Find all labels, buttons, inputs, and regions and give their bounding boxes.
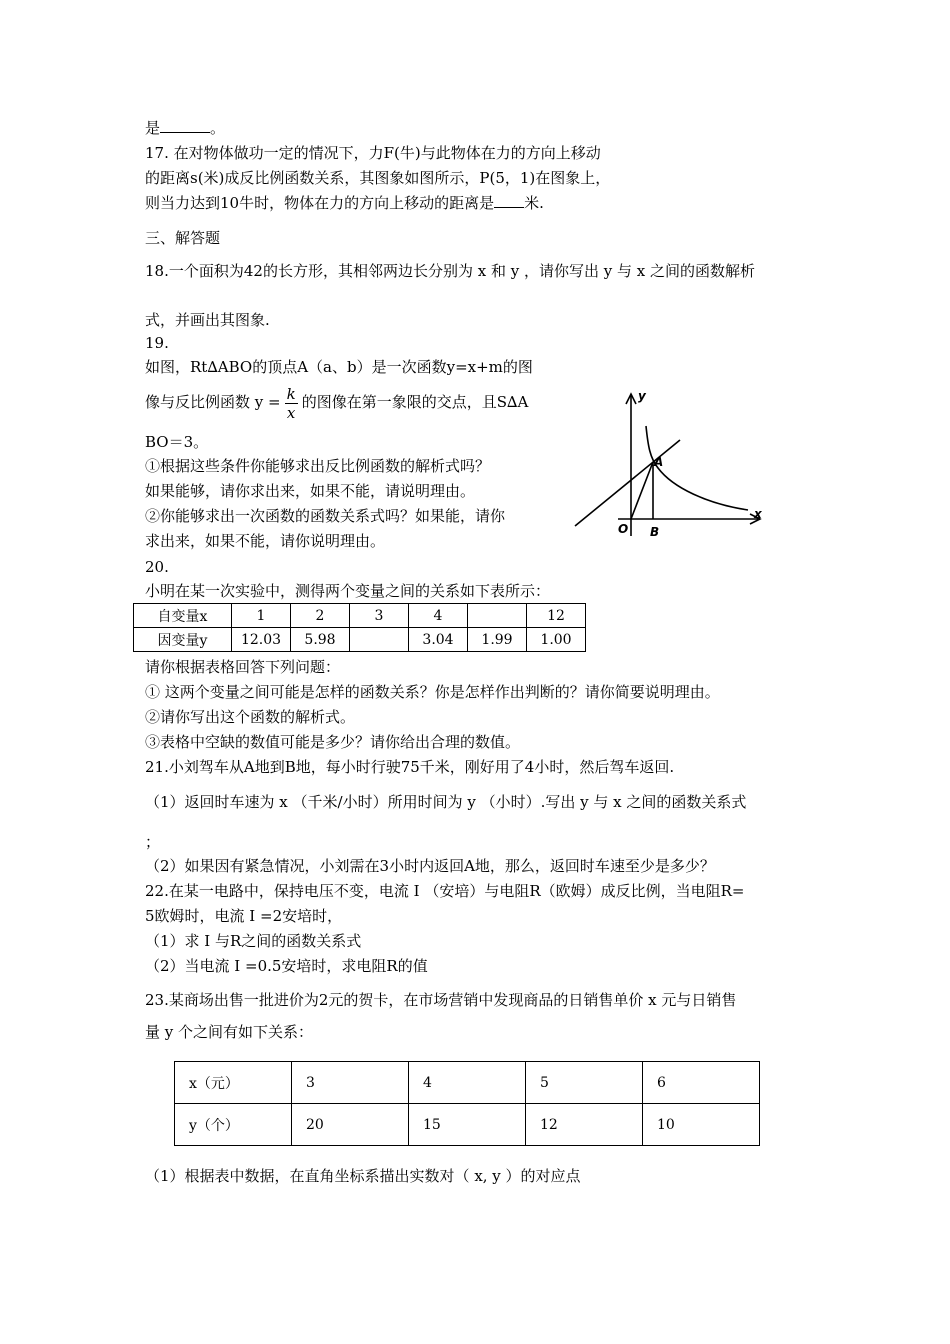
q16-answer-blank: [160, 118, 210, 133]
q19-sub1-a: ①根据这些条件你能够求出反比例函数的解析式吗？: [145, 457, 491, 475]
q19-line2: [145, 382, 528, 422]
table-cell: 自变量x: [134, 604, 232, 628]
origin-label: O: [618, 522, 629, 536]
q19-sub2-b: 求出来，如果不能，请你说明理由。: [145, 532, 386, 550]
q16-prefix: 是: [145, 119, 161, 137]
q22-line1: 22.在某一电路中，保持电压不变，电流 I （安培）与电阻R（欧姆）成反比例，当电阻R=: [145, 882, 745, 900]
q22-sub1: （1）求 I 与R之间的函数关系式: [145, 932, 362, 950]
table-cell: 3: [350, 604, 409, 628]
table-cell: 2: [291, 604, 350, 628]
x-label: x: [754, 507, 762, 521]
table-cell: 5.98: [291, 628, 350, 652]
q21-sub2: （2）如果因有紧急情况，小刘需在3小时内返回A地，那么，返回时车速至少是多少？: [145, 857, 715, 875]
table-cell: 3.04: [409, 628, 468, 652]
q20-prompt: 请你根据表格回答下列问题：: [145, 658, 341, 676]
q19-figure: [568, 386, 768, 546]
q20-sub1: ① 这两个变量之间可能是怎样的函数关系？你是怎样作出判断的？请你简要说明理由。: [145, 683, 720, 701]
q17-line3: [145, 193, 544, 213]
q17-line2: 的距离s(米)成反比例函数关系，其图象如图所示，P(5，1)在图象上，: [145, 169, 611, 187]
q16-suffix: 。: [210, 119, 226, 137]
q17-line3-suffix: 米.: [524, 194, 544, 212]
table-cell: 1.99: [468, 628, 527, 652]
q19-line2-suffix: 的图像在第一象限的交点，且S∆A: [301, 393, 529, 411]
q22-sub2: （2）当电流 I =0.5安培时，求电阻R的值: [145, 957, 428, 975]
q20-number: 20.: [145, 558, 169, 576]
table-cell: 1.00: [527, 628, 586, 652]
q23-sub1: （1）根据表中数据，在直角坐标系描出实数对（ x, y ）的对应点: [145, 1167, 581, 1185]
table-cell: 12: [526, 1104, 643, 1146]
q23-table: [174, 1061, 760, 1146]
table-cell: [350, 628, 409, 652]
table-cell: y（个）: [175, 1104, 292, 1146]
q16-tail: [145, 118, 225, 138]
q19-frac-denominator: x: [286, 403, 296, 422]
q19-line2-prefix: 像与反比例函数 y =: [145, 393, 281, 411]
y-label: y: [638, 389, 646, 403]
q23-line2: 量 y 个之间有如下关系：: [145, 1023, 314, 1041]
table-cell: 15: [409, 1104, 526, 1146]
table-cell: 20: [292, 1104, 409, 1146]
q21-sub1: （1）返回时车速为 x （千米/小时）所用时间为 y （小时）.写出 y 与 x 之间的函数关系式: [145, 793, 747, 811]
point-a-label: A: [654, 455, 664, 469]
q21-line1: 21.小刘驾车从A地到B地，每小时行驶75千米，刚好用了4小时，然后驾车返回.: [145, 758, 675, 776]
q17-line1: 17. 在对物体做功一定的情况下，力F(牛)与此物体在力的方向上移动: [145, 144, 601, 162]
table-cell: x（元）: [175, 1062, 292, 1104]
table-row: [175, 1104, 760, 1146]
table-cell: 因变量y: [134, 628, 232, 652]
q19-line1: 如图，Rt∆ABO的顶点A（a、b）是一次函数y=x+m的图: [145, 358, 533, 376]
q19-sub1-b: 如果能够，请你求出来，如果不能，请说明理由。: [145, 482, 476, 500]
table-cell: 4: [409, 1062, 526, 1104]
q21-sub1-tail: ；: [145, 833, 161, 851]
q19-fraction: [285, 385, 298, 422]
section-title: 三、解答题: [145, 229, 221, 247]
q17-answer-blank: [494, 193, 524, 208]
table-cell: 5: [526, 1062, 643, 1104]
table-row: [134, 628, 586, 652]
q19-frac-numerator: k: [286, 384, 296, 403]
q20-table: [133, 603, 586, 652]
q18-line2: 式，并画出其图象.: [145, 311, 270, 329]
table-cell: 4: [409, 604, 468, 628]
q20-sub2: ②请你写出这个函数的解析式。: [145, 708, 356, 726]
q20-sub3: ③表格中空缺的数值可能是多少？请你给出合理的数值。: [145, 733, 521, 751]
table-row: [175, 1062, 760, 1104]
table-row: [134, 604, 586, 628]
table-cell: 6: [643, 1062, 760, 1104]
q19-line3: BO＝3。: [145, 433, 209, 451]
q22-line2: 5欧姆时，电流 I =2安培时，: [145, 907, 343, 925]
q23-line1: 23.某商场出售一批进价为2元的贺卡，在市场营销中发现商品的日销售单价 x 元与日销售: [145, 991, 737, 1009]
table-cell: 3: [292, 1062, 409, 1104]
table-cell: 1: [232, 604, 291, 628]
q17-line3-prefix: 则当力达到10牛时，物体在力的方向上移动的距离是: [145, 194, 495, 212]
q19-sub2-a: ②你能够求出一次函数的函数关系式吗？如果能，请你: [145, 507, 506, 525]
q19-number: 19.: [145, 334, 169, 352]
point-b-label: B: [650, 525, 660, 539]
table-cell: 12.03: [232, 628, 291, 652]
table-cell: 10: [643, 1104, 760, 1146]
table-cell: [468, 604, 527, 628]
linear-function-line: [575, 440, 680, 526]
q20-intro: 小明在某一次实验中，测得两个变量之间的关系如下表所示：: [145, 582, 551, 600]
q18-line1: 18.一个面积为42的长方形，其相邻两边长分别为 x 和 y ，请你写出 y 与 x 之间的函数解析: [145, 262, 755, 280]
table-cell: 12: [527, 604, 586, 628]
